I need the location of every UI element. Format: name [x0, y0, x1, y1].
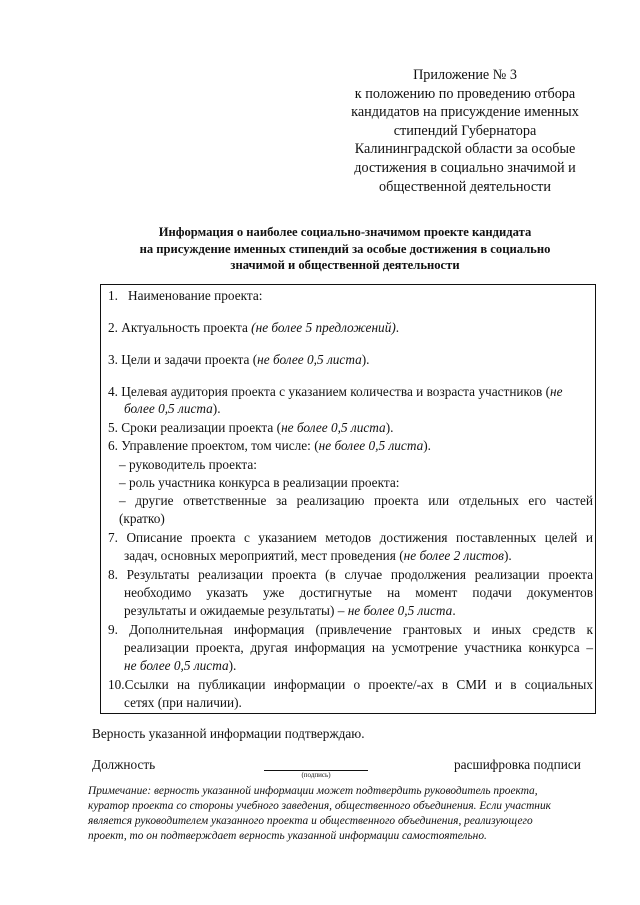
item-note: не более 0,5 листа	[347, 603, 453, 618]
appendix-line: общественной деятельности	[379, 178, 551, 195]
item-note: не более 0,5 листа	[124, 658, 229, 673]
item-note: не более 0,5 листа	[257, 352, 362, 367]
item-tail: ).	[228, 658, 237, 673]
appendix-header	[330, 66, 600, 196]
form-subitem-role: – роль участника конкурса в реализации проекта:	[119, 475, 400, 490]
appendix-line: достижения в социально значимой и	[354, 159, 576, 176]
item-label: задач, основных мероприятий, мест проведения (	[124, 548, 404, 563]
item-note: не более 0,5 листа	[318, 438, 424, 453]
form-item-management	[108, 437, 431, 454]
form-item-publications: 10.Ссылки на публикации информации о проекте/-ах в СМИ и в социальных	[108, 677, 593, 692]
item-label: 4. Целевая аудитория проекта с указанием количества и возраста участников (	[108, 384, 551, 399]
position-label: Должность	[92, 757, 156, 772]
item-note: (не более 5 предложений)	[251, 320, 396, 335]
appendix-line: Калининградской области за особые	[354, 141, 576, 158]
document-title	[95, 224, 595, 274]
item-tail: ).	[503, 548, 512, 563]
form-item-name	[108, 287, 262, 304]
form-subitem-others: – другие ответственные за реализацию проекта или отдельных его частей	[119, 493, 593, 508]
item-note: более 0,5 листа	[124, 401, 213, 416]
item-tail: ).	[361, 352, 370, 367]
form-item-results: 8. Результаты реализации проекта (в случае продолжения реализации проекта	[108, 567, 593, 582]
item-note: не более 0,5 листа	[281, 420, 386, 435]
form-item-description-cont	[124, 547, 512, 564]
item-label: 6. Управление проектом, том числе: (	[108, 438, 319, 453]
item-tail: .	[452, 603, 456, 618]
item-tail: ).	[212, 401, 221, 416]
form-item-additional-cont: реализации проекта, другая информация на усмотрение участника конкурса –	[124, 640, 593, 655]
form-item-additional: 9. Дополнительная информация (привлечение грантовых и иных средств к	[108, 622, 593, 637]
form-subitem-leader: – руководитель проекта:	[119, 457, 257, 472]
item-label: 5. Сроки реализации проекта (	[108, 420, 282, 435]
item-note: не	[550, 384, 563, 399]
form-item-audience	[108, 383, 563, 400]
item-label: результаты и ожидаемые результаты) –	[124, 603, 348, 618]
appendix-line: Приложение № 3	[413, 67, 517, 83]
signature-caption: (подпись)	[301, 771, 331, 779]
item-label: Наименование проекта:	[127, 288, 263, 303]
footnote-line: проект, то он подтверждает верность указанной информации самостоятельно.	[88, 830, 487, 842]
item-note: не более 2 листов	[403, 548, 504, 563]
form-item-results-cont: необходимо указать уже достигнутые на момент подачи документов	[124, 585, 593, 600]
item-label: 3. Цели и задачи проекта (	[108, 352, 258, 367]
appendix-line: стипендий Губернатора	[393, 122, 537, 139]
title-line: на присуждение именных стипендий за особые достижения в социально	[139, 241, 551, 256]
item-tail: ).	[423, 438, 432, 453]
title-line: значимой и общественной деятельности	[230, 258, 460, 272]
project-info-form	[100, 284, 596, 714]
confirmation-text: Верность указанной информации подтверждаю.	[92, 726, 365, 741]
item-tail: .	[395, 320, 400, 335]
appendix-line: кандидатов на присуждение именных	[351, 104, 579, 121]
form-item-results-end	[124, 602, 456, 619]
form-item-goals	[108, 351, 370, 368]
form-item-description: 7. Описание проекта с указанием методов достижения поставленных целей и	[108, 530, 593, 545]
item-label: 2. Актуальность проекта	[108, 320, 252, 335]
form-item-audience-cont	[124, 400, 221, 417]
signature-decode-label: расшифровка подписи	[454, 757, 581, 772]
form-item-timeline	[108, 419, 393, 436]
footnote-line: является руководителем указанного проекта и общественного объединения, реализующего	[88, 815, 533, 827]
item-number: 1.	[108, 288, 118, 303]
form-item-additional-end	[124, 657, 236, 674]
appendix-line: к положению по проведению отбора	[354, 85, 576, 102]
footnote-line: Примечание: верность указанной информации может подтвердить руководитель проекта,	[88, 785, 538, 797]
form-subitem-others-cont: (кратко)	[119, 511, 165, 526]
form-item-publications-cont: сетях (при наличии).	[124, 695, 242, 710]
footnote-line: куратор проекта со стороны учебного заведения, общественного объединения. Если участник	[88, 800, 551, 812]
form-item-relevance	[108, 319, 399, 336]
title-line: Информация о наиболее социально-значимом проекте кандидата	[158, 225, 532, 239]
item-tail: ).	[385, 420, 394, 435]
